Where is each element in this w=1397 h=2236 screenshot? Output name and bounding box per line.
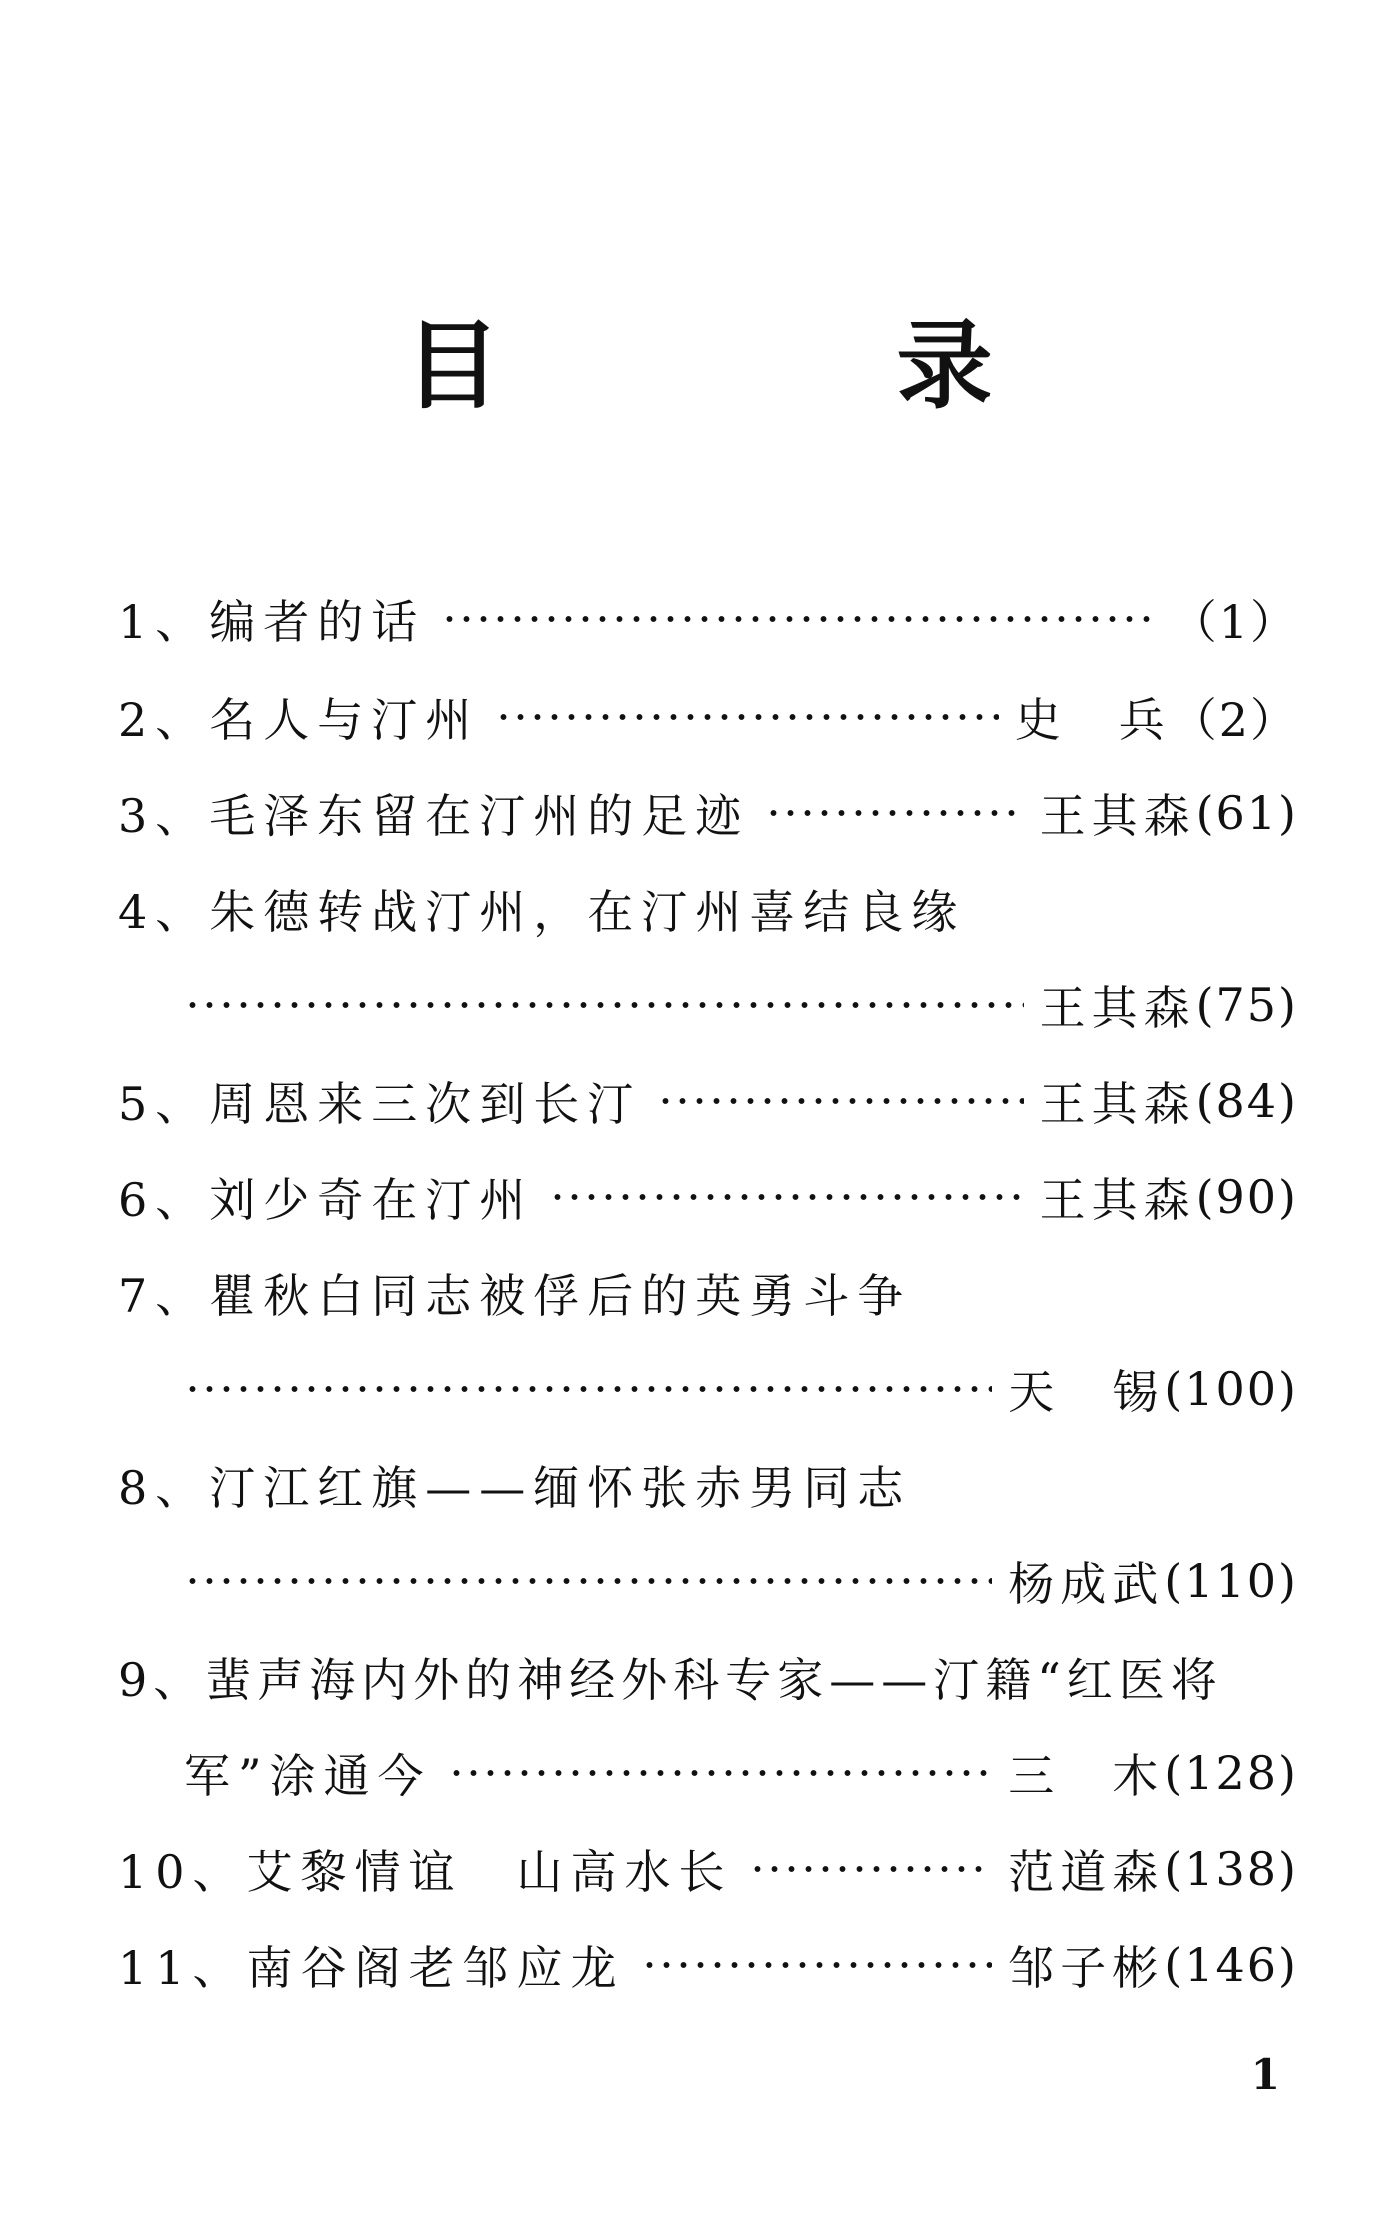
dot-leader	[441, 614, 1154, 624]
toc-entry[interactable]	[118, 1068, 1298, 1134]
toc-entry[interactable]	[118, 1452, 1298, 1518]
toc-entry-title: 2、名人与汀州	[118, 693, 480, 747]
toc-entry-page: （2）	[1170, 693, 1298, 747]
toc-entry-author: 天 锡	[1008, 1365, 1165, 1419]
toc-entry-author: 王其森	[1039, 1173, 1196, 1227]
toc-entry-author: 王其森	[1039, 1077, 1196, 1131]
toc-entry[interactable]	[118, 1836, 1298, 1902]
toc-entry-page: (138)	[1164, 1842, 1298, 1896]
toc-entry-title: 6、刘少奇在汀州	[118, 1173, 534, 1227]
toc-entry-title: 9、蜚声海内外的神经外科专家——汀籍“红医将	[118, 1653, 1223, 1707]
toc-entry-page: (84)	[1195, 1074, 1298, 1128]
toc-entry-title: 7、瞿秋白同志被俘后的英勇斗争	[118, 1269, 912, 1323]
dot-leader	[657, 1096, 1023, 1106]
page-title: 目 录	[404, 309, 1143, 422]
toc-entry[interactable]	[118, 1644, 1298, 1710]
toc-entry-author: 王其森	[1039, 981, 1196, 1035]
toc-entry[interactable]	[118, 1932, 1298, 1998]
toc-entry-title: 5、周恩来三次到长汀	[118, 1077, 642, 1131]
dot-leader	[765, 808, 1023, 818]
toc-entry-author: 邹子彬	[1008, 1941, 1165, 1995]
toc-entry-continuation[interactable]	[184, 1740, 1298, 1806]
toc-entry-title-continued: 军”涂通今	[184, 1749, 432, 1803]
dot-leader	[184, 1576, 992, 1586]
toc-entry[interactable]	[118, 1164, 1298, 1230]
dot-leader	[549, 1192, 1023, 1202]
page-number: 1	[1250, 2050, 1280, 2099]
toc-entry-author: 范道森	[1008, 1845, 1165, 1899]
dot-leader	[749, 1864, 993, 1874]
toc-entry-continuation[interactable]	[184, 1548, 1298, 1614]
toc-entry-continuation[interactable]	[184, 1356, 1298, 1422]
toc-entry-page: (128)	[1164, 1746, 1298, 1800]
toc-entry[interactable]	[118, 1260, 1298, 1326]
toc-entry-page: (61)	[1195, 786, 1298, 840]
toc-entry[interactable]	[118, 876, 1298, 942]
toc-entry[interactable]	[118, 684, 1298, 750]
toc-entry-page: （1）	[1170, 595, 1298, 649]
toc-entry-title: 11、南谷阁老邹应龙	[118, 1941, 625, 1995]
toc-entry-page: (110)	[1164, 1554, 1298, 1608]
toc-entry-page: (146)	[1164, 1938, 1298, 1992]
toc-entry-author: 史 兵	[1014, 693, 1171, 747]
toc-entry-continuation[interactable]	[184, 972, 1298, 1038]
toc-entry-page: (90)	[1195, 1170, 1298, 1224]
toc-entry[interactable]	[118, 780, 1298, 846]
toc-entry-title: 10、艾黎情谊 山高水长	[118, 1845, 733, 1899]
toc-entry-title: 3、毛泽东留在汀州的足迹	[118, 789, 750, 843]
toc-entry-author: 三 木	[1008, 1749, 1165, 1803]
dot-leader	[448, 1768, 993, 1778]
toc-entry-author: 王其森	[1039, 789, 1196, 843]
toc-entry[interactable]	[118, 586, 1298, 652]
toc-entry-page: (100)	[1164, 1362, 1298, 1416]
toc-entry-author: 杨成武	[1008, 1557, 1165, 1611]
toc-entry-title: 1、编者的话	[118, 595, 426, 649]
dot-leader	[184, 1384, 992, 1394]
dot-leader	[641, 1960, 993, 1970]
toc-entry-title: 4、朱德转战汀州，在汀州喜结良缘	[118, 885, 966, 939]
dot-leader	[495, 712, 998, 722]
toc-entry-page: (75)	[1195, 978, 1298, 1032]
toc-entry-title: 8、汀江红旗——缅怀张赤男同志	[118, 1461, 912, 1515]
dot-leader	[184, 1000, 1024, 1010]
